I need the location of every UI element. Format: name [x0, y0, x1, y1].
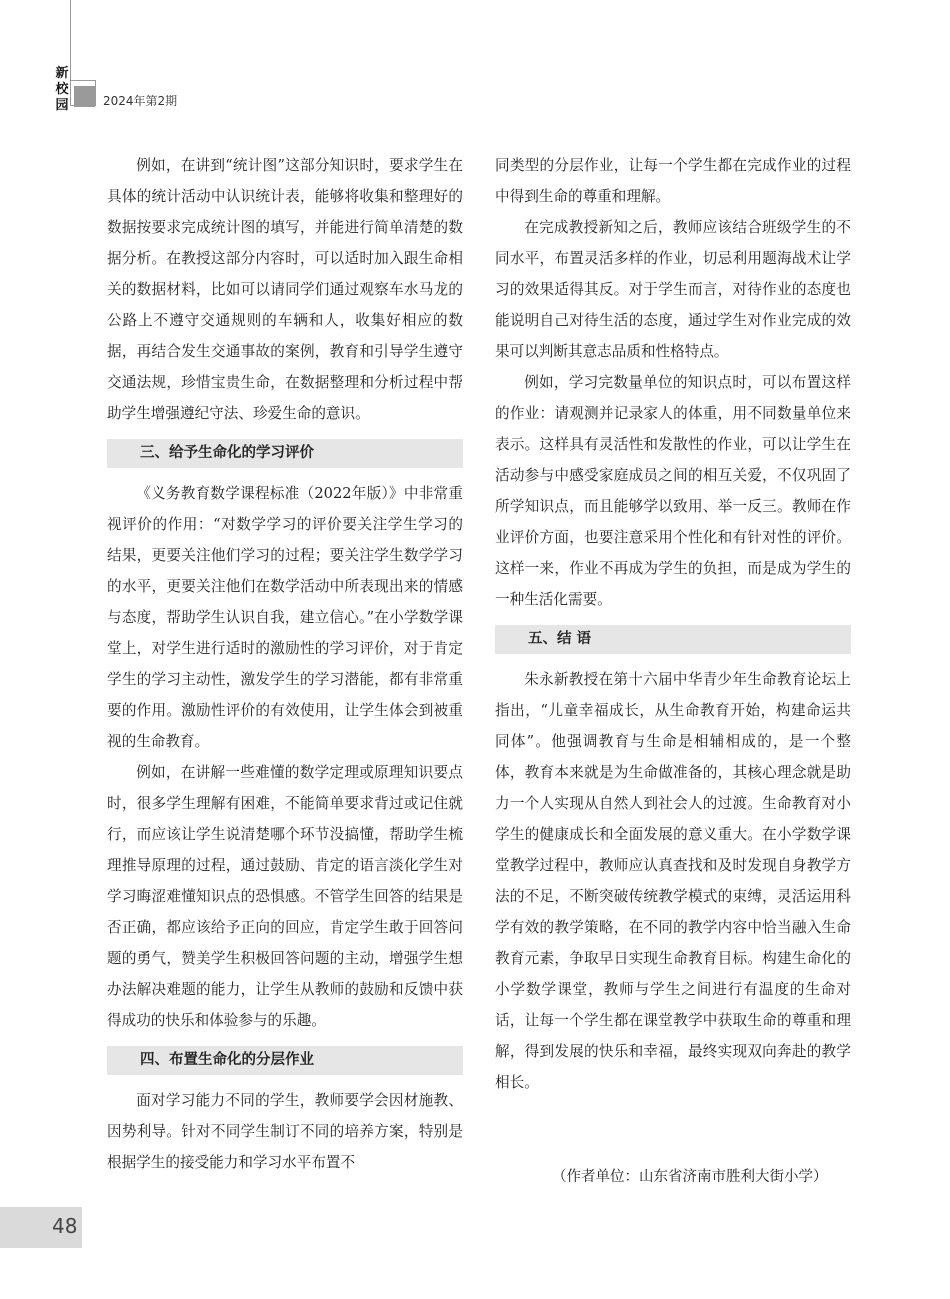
magazine-logo: [54, 66, 70, 114]
issue-label: 2024年第2期: [103, 94, 178, 108]
logo-char-3: 园: [55, 98, 69, 113]
paragraph: 面对学习能力不同的学生，教师要学会因材施教、因势利导。针对不同学生制订不同的培养方案，特别是根据学生的接受能力和学习水平布置不: [107, 1092, 463, 1171]
paragraph: 例如，在讲解一些难懂的数学定理或原理知识要点时，很多学生理解有困难，不能简单要求背过或记住就行，而应该让学生说清楚哪个环节没搞懂，帮助学生梳理推导原理的过程，通过鼓励、肯定的语言淡化学生对学习晦涩难懂知识点的恐惧感。不管学生回答的结果是否正确，都应该给予正向的回应，肯定学生敢于回答问题的勇气，赞美学生积极回答问题的主动，增强学生想办法解决难题的能力，让学生从教师的鼓励和反馈中获得成功的快乐和体验参与的乐趣。: [107, 764, 463, 1029]
left-column: [107, 150, 463, 1178]
paragraph: 朱永新教授在第十六届中华青少年生命教育论坛上指出，“儿童幸福成长，从生命教育开始，构建命运共同体”。他强调教育与生命是相辅相成的，是一个整体，教育本来就是为生命做准备的，其核心理念就是助力一个人实现从自然人到社会人的过渡。生命教育对小学生的健康成长和全面发展的意义重大。在小学数学课堂教学过程中，教师应认真查找和及时发现自身教学方法的不足，不断突破传统教学模式的束缚，灵活运用科学有效的教学策略，在不同的教学内容中恰当融入生命教育元素，争取早日实现生命教育目标。构建生命化的小学数学课堂，教师与学生之间进行有温度的生命对话，让每一个学生都在课堂教学中获取生命的尊重和理解，得到发展的快乐和幸福，最终实现双向奔赴的教学相长。: [495, 671, 851, 1091]
author-affiliation: （作者单位：山东省济南市胜利大街小学）: [552, 1169, 828, 1185]
section-heading-5: 五、结 语: [495, 625, 851, 654]
page-number: 48: [52, 1214, 78, 1238]
paragraph: 在完成教授新知之后，教师应该结合班级学生的不同水平，布置灵活多样的作业，切忌利用题海战术让学习的效果适得其反。对于学生而言，对待作业的态度也能说明自己对待生活的态度，通过学生对作业完成的效果可以判断其意志品质和性格特点。: [495, 219, 851, 360]
paragraph: 例如，学习完数量单位的知识点时，可以布置这样的作业：请观测并记录家人的体重，用不同数量单位来表示。这样具有灵活性和发散性的作业，可以让学生在活动参与中感受家庭成员之间的相互关爱，不仅巩固了所学知识点，而且能够学以致用、举一反三。教师在作业评价方面，也要注意采用个性化和有针对性的评价。这样一来，作业不再成为学生的负担，而是成为学生的一种生活化需要。: [495, 374, 851, 608]
logo-char-2: 校: [55, 82, 69, 97]
paragraph: 《义务教育数学课程标准（2022年版）》中非常重视评价的作用：“对数学学习的评价要关注学生学习的结果，更要关注他们学习的过程；要关注学生数学学习的水平，更要关注他们在数学活动中所表现出来的情感与态度，帮助学生认识自我，建立信心。”在小学数学课堂上，对学生进行适时的激励性的学习评价，对于肯定学生的学习主动性，激发学生的学习潜能，都有非常重要的作用。激励性评价的有效使用，让学生体会到被重视的生命教育。: [107, 485, 463, 750]
section-heading-4: 四、布置生命化的分层作业: [107, 1046, 463, 1075]
logo-char-1: 新: [55, 66, 69, 81]
header-box-fill: [74, 86, 95, 107]
paragraph: 同类型的分层作业，让每一个学生都在完成作业的过程中得到生命的尊重和理解。: [495, 157, 851, 205]
header-vertical-rule: [70, 0, 71, 90]
section-heading-3: 三、给予生命化的学习评价: [107, 439, 463, 468]
right-column: [495, 150, 851, 1098]
paragraph: 例如，在讲到“统计图”这部分知识时，要求学生在具体的统计活动中认识统计表，能够将收集和整理好的数据按要求完成统计图的填写，并能进行简单清楚的数据分析。在教授这部分内容时，可以适时加入跟生命相关的数据材料，比如可以请同学们通过观察车水马龙的公路上不遵守交通规则的车辆和人，收集好相应的数据，再结合发生交通事故的案例，教育和引导学生遵守交通法规，珍惜宝贵生命，在数据整理和分析过程中帮助学生增强遵纪守法、珍爱生命的意识。: [107, 157, 463, 422]
